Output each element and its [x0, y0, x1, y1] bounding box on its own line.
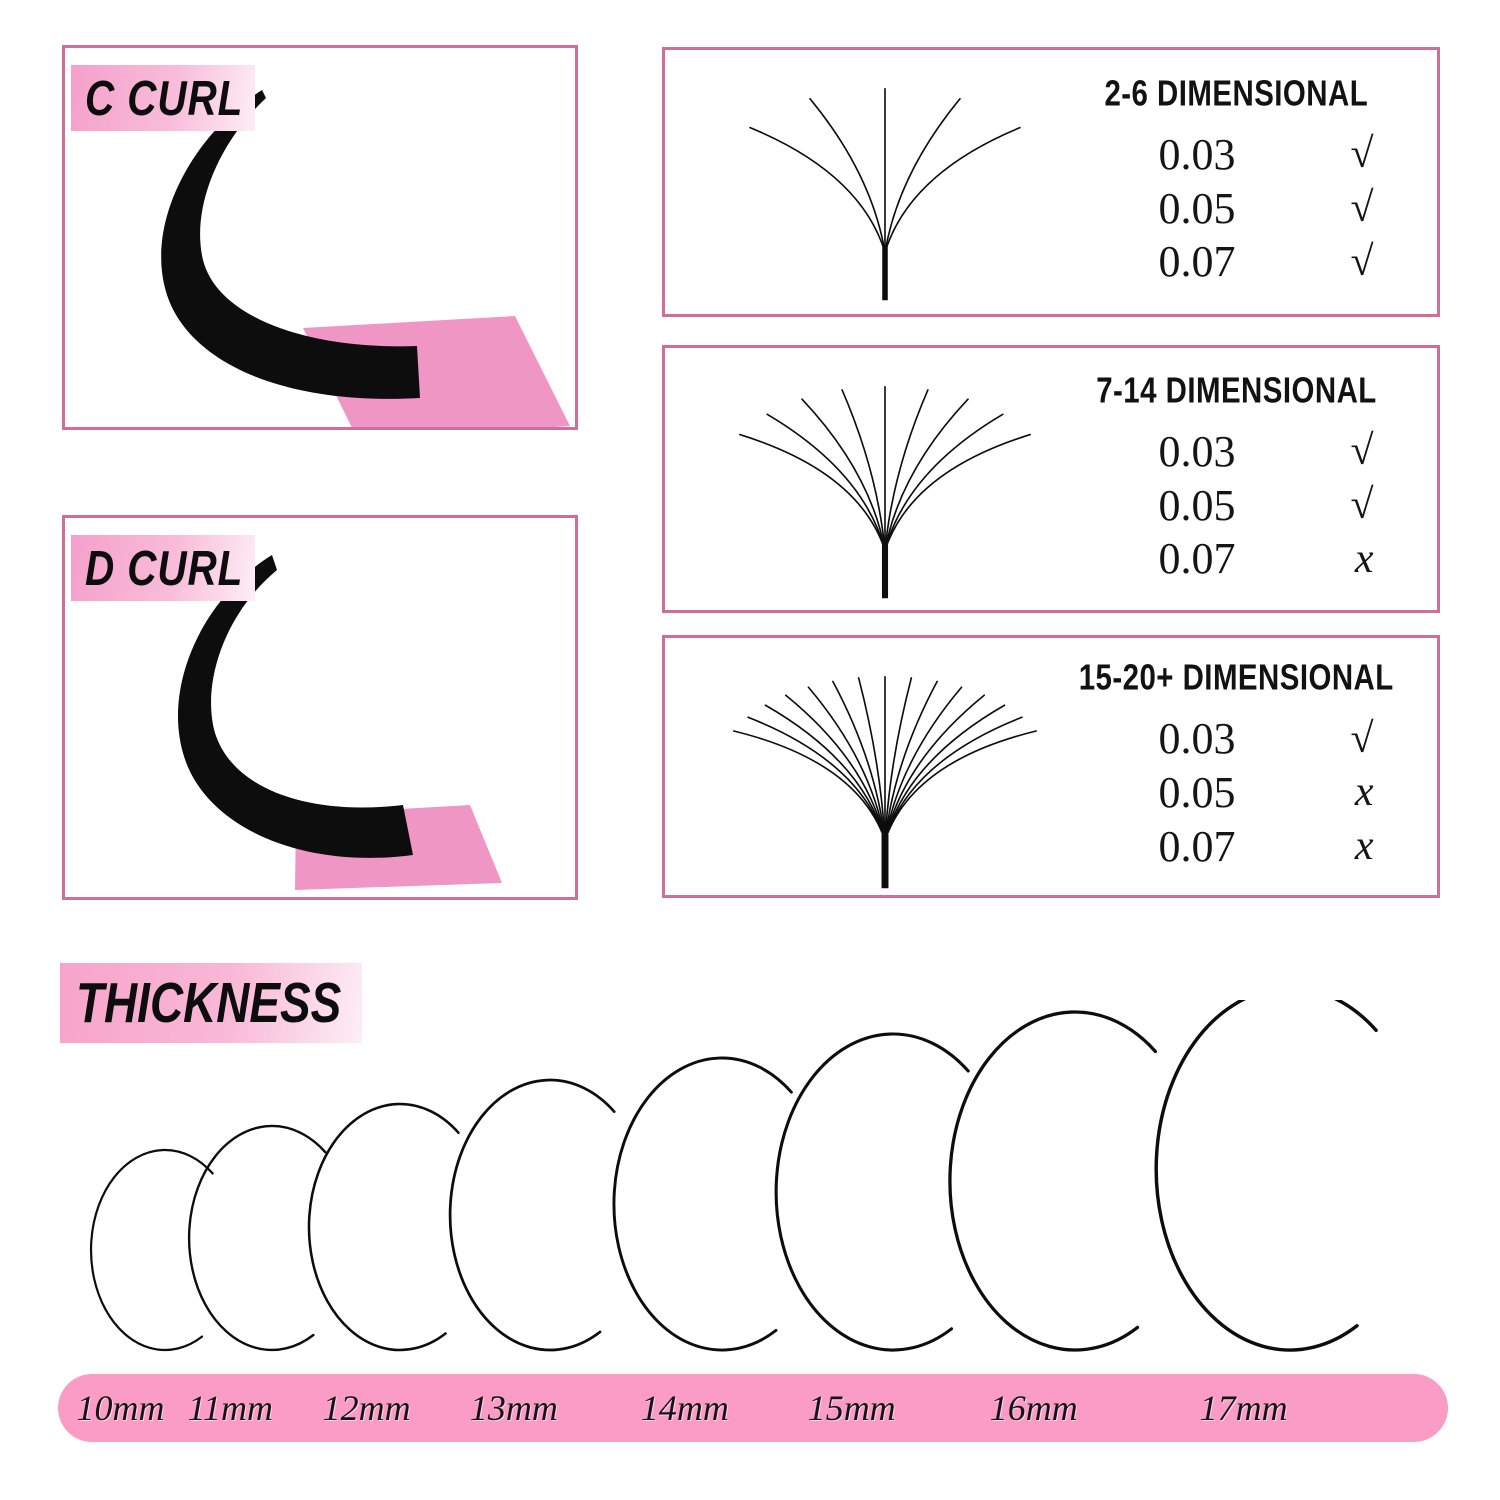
- availability-mark: x: [1354, 769, 1374, 816]
- availability-mark: √: [1350, 131, 1374, 178]
- thickness-row: [1159, 128, 1374, 182]
- thickness-row: [1159, 712, 1374, 766]
- thickness-value: 0.05: [1158, 183, 1236, 233]
- length-label: 12mm: [322, 1388, 411, 1428]
- thickness-value: 0.03: [1158, 714, 1236, 764]
- thickness-value: 0.03: [1158, 426, 1236, 476]
- fan-svg: [710, 356, 1060, 606]
- d-curl-card: [62, 515, 578, 900]
- thickness-value: 0.07: [1158, 534, 1236, 584]
- dimensional-title: 2-6 DIMENSIONAL: [1104, 72, 1368, 114]
- thickness-value: 0.07: [1158, 237, 1236, 287]
- thickness-row: [1159, 820, 1374, 874]
- fan-illustration-7-14: [710, 356, 1060, 606]
- c-curl-label-text: C CURL: [85, 70, 244, 126]
- length-label: 11mm: [187, 1388, 274, 1428]
- thickness-value: 0.05: [1158, 768, 1236, 818]
- dimensional-card-7-14: [662, 345, 1440, 613]
- thickness-row: [1159, 235, 1374, 289]
- availability-mark: √: [1350, 715, 1374, 762]
- availability-mark: √: [1350, 481, 1374, 528]
- dimensional-card-2-6: [662, 47, 1440, 317]
- length-curves-art: [0, 1000, 1500, 1365]
- fan-svg: [710, 58, 1060, 308]
- availability-mark: √: [1350, 184, 1374, 231]
- availability-mark: √: [1350, 238, 1374, 285]
- availability-mark: x: [1354, 823, 1374, 870]
- thickness-row: [1159, 425, 1374, 479]
- fan-illustration-15-20: [710, 646, 1060, 896]
- dimensional-info: [1065, 638, 1407, 895]
- dimensional-info: [1065, 348, 1407, 610]
- d-curl-label: [71, 535, 255, 601]
- thickness-row: [1159, 182, 1374, 236]
- length-label: 16mm: [989, 1388, 1078, 1428]
- c-curl-card: [62, 45, 578, 430]
- dimensional-card-15-20: [662, 635, 1440, 898]
- dimensional-title: 7-14 DIMENSIONAL: [1095, 369, 1377, 411]
- thickness-value: 0.07: [1158, 821, 1236, 871]
- thickness-row: [1159, 532, 1374, 586]
- d-curl-label-text: D CURL: [85, 540, 244, 596]
- length-scale-bar: [58, 1374, 1448, 1442]
- dimensional-title: 15-20+ DIMENSIONAL: [1078, 657, 1394, 698]
- availability-mark: √: [1350, 428, 1374, 475]
- dimensional-info: [1065, 50, 1407, 314]
- thickness-title-text: THICKNESS: [76, 971, 342, 1035]
- thickness-value: 0.05: [1158, 480, 1236, 530]
- c-curl-label: [71, 65, 255, 131]
- length-label: 17mm: [1199, 1388, 1288, 1428]
- c-curl-lash: [161, 90, 420, 399]
- thickness-value: 0.03: [1158, 129, 1236, 179]
- length-label: 10mm: [76, 1388, 165, 1428]
- thickness-row: [1159, 766, 1374, 820]
- fan-illustration-2-6: [710, 58, 1060, 308]
- thickness-row: [1159, 479, 1374, 533]
- length-label: 13mm: [469, 1388, 558, 1428]
- availability-mark: x: [1354, 535, 1374, 582]
- length-label: 15mm: [807, 1388, 896, 1428]
- fan-svg: [710, 646, 1060, 896]
- length-label: 14mm: [640, 1388, 729, 1428]
